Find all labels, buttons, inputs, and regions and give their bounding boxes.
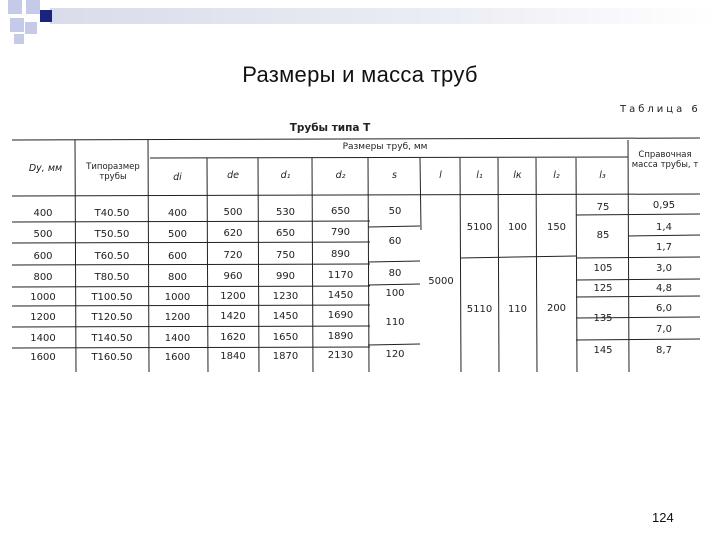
cell-s: 80 [388, 268, 402, 279]
cell-lk: 110 [507, 304, 528, 315]
cell-dy: 800 [33, 272, 53, 283]
cell-d1: 1650 [272, 332, 299, 343]
header-de: dе [227, 170, 239, 181]
cell-de: 1420 [220, 311, 246, 322]
header-tipo: Типоразмер трубы [86, 162, 140, 182]
cell-l3: 135 [593, 313, 613, 324]
header-l1: l₁ [476, 170, 483, 181]
cell-di: 500 [167, 229, 188, 240]
cell-d2: 1890 [327, 331, 354, 342]
cell-d1: 1450 [272, 311, 299, 322]
cell-l: 5000 [428, 276, 454, 287]
deco-square [40, 10, 52, 22]
cell-di: 1600 [164, 352, 191, 363]
header-di: dⅰ [173, 172, 182, 183]
cell-d2: 1690 [327, 310, 354, 321]
cell-l2: 200 [546, 303, 567, 314]
cell-tipo: Т50.50 [94, 229, 130, 240]
cell-di: 1200 [164, 312, 191, 323]
cell-d1: 650 [275, 228, 296, 239]
header-d2: d₂ [335, 170, 346, 181]
cell-s: 50 [388, 206, 402, 217]
header-l3: l₃ [599, 170, 606, 181]
cell-lk: 100 [507, 222, 528, 233]
cell-di: 1000 [164, 292, 191, 303]
cell-l3: 105 [593, 263, 613, 274]
table-title: Трубы типа Т [289, 122, 371, 134]
cell-mass: 8,7 [656, 345, 672, 356]
cell-di: 400 [167, 208, 188, 219]
cell-dy: 1200 [30, 312, 56, 323]
header-dy: Dу, мм [28, 163, 63, 174]
header-lk: lк [513, 170, 522, 181]
cell-di: 800 [167, 272, 188, 283]
cell-d2: 650 [330, 206, 351, 217]
cell-d1: 530 [275, 207, 296, 218]
header-s: s [392, 170, 397, 181]
cell-d2: 2130 [327, 350, 354, 361]
cell-d2: 1450 [327, 290, 354, 301]
cell-dy: 400 [33, 208, 53, 219]
cell-tipo: Т80.50 [94, 272, 130, 283]
cell-d1: 990 [275, 271, 296, 282]
cell-l1: 5100 [466, 222, 493, 233]
cell-d1: 750 [275, 250, 296, 261]
cell-de: 500 [223, 207, 243, 218]
cell-tipo: Т100.50 [91, 292, 133, 303]
cell-d2: 790 [330, 227, 351, 238]
cell-dy: 600 [33, 251, 53, 262]
cell-d1: 1870 [272, 351, 299, 362]
cell-dy: 1600 [30, 352, 56, 363]
cell-tipo: Т120.50 [91, 312, 133, 323]
cell-tipo: Т40.50 [94, 208, 130, 219]
header-l2: l₂ [553, 170, 560, 181]
cell-l3: 75 [596, 202, 610, 213]
cell-l3: 125 [593, 283, 613, 294]
cell-tipo: Т60.50 [94, 251, 130, 262]
cell-di: 1400 [164, 333, 191, 344]
cell-l3: 145 [593, 345, 613, 356]
cell-de: 720 [223, 250, 243, 261]
header-l: l [439, 170, 442, 181]
cell-tipo: Т160.50 [91, 352, 133, 363]
cell-d2: 890 [330, 249, 351, 260]
cell-d1: 1230 [272, 291, 299, 302]
deco-square [8, 0, 22, 14]
cell-s: 110 [385, 317, 405, 328]
deco-square [26, 0, 40, 14]
cell-mass: 1,7 [656, 242, 672, 253]
deco-square [25, 22, 37, 34]
deco-square [14, 34, 24, 44]
table-label: Таблица 6 [620, 104, 701, 115]
cell-dy: 1000 [30, 292, 56, 303]
cell-tipo: Т140.50 [91, 333, 133, 344]
cell-mass: 0,95 [652, 200, 676, 211]
group-header: Размеры труб, мм [342, 142, 428, 152]
cell-de: 620 [223, 228, 243, 239]
cell-mass: 4,8 [656, 283, 672, 294]
header-band [50, 8, 720, 24]
cell-dy: 1400 [30, 333, 56, 344]
page-number: 124 [652, 510, 674, 525]
slide-title: Размеры и масса труб [242, 62, 478, 87]
cell-s: 100 [385, 288, 405, 299]
header-d1: d₁ [280, 170, 291, 181]
cell-l3: 85 [596, 230, 610, 241]
cell-mass: 1,4 [656, 222, 672, 233]
cell-mass: 6,0 [656, 303, 672, 314]
cell-de: 1200 [220, 291, 246, 302]
cell-de: 960 [223, 271, 243, 282]
cell-di: 600 [167, 251, 188, 262]
cell-de: 1620 [220, 332, 246, 343]
header-decoration [0, 0, 720, 50]
cell-d2: 1170 [327, 270, 354, 281]
cell-l1: 5110 [466, 304, 493, 315]
header-mass: Справочная масса трубы, т [631, 150, 699, 170]
cell-de: 1840 [220, 351, 246, 362]
cell-l2: 150 [546, 222, 567, 233]
deco-square [10, 18, 24, 32]
cell-mass: 3,0 [656, 263, 672, 274]
cell-s: 60 [388, 236, 402, 247]
cell-dy: 500 [33, 229, 53, 240]
cell-mass: 7,0 [656, 324, 672, 335]
cell-s: 120 [385, 349, 405, 360]
